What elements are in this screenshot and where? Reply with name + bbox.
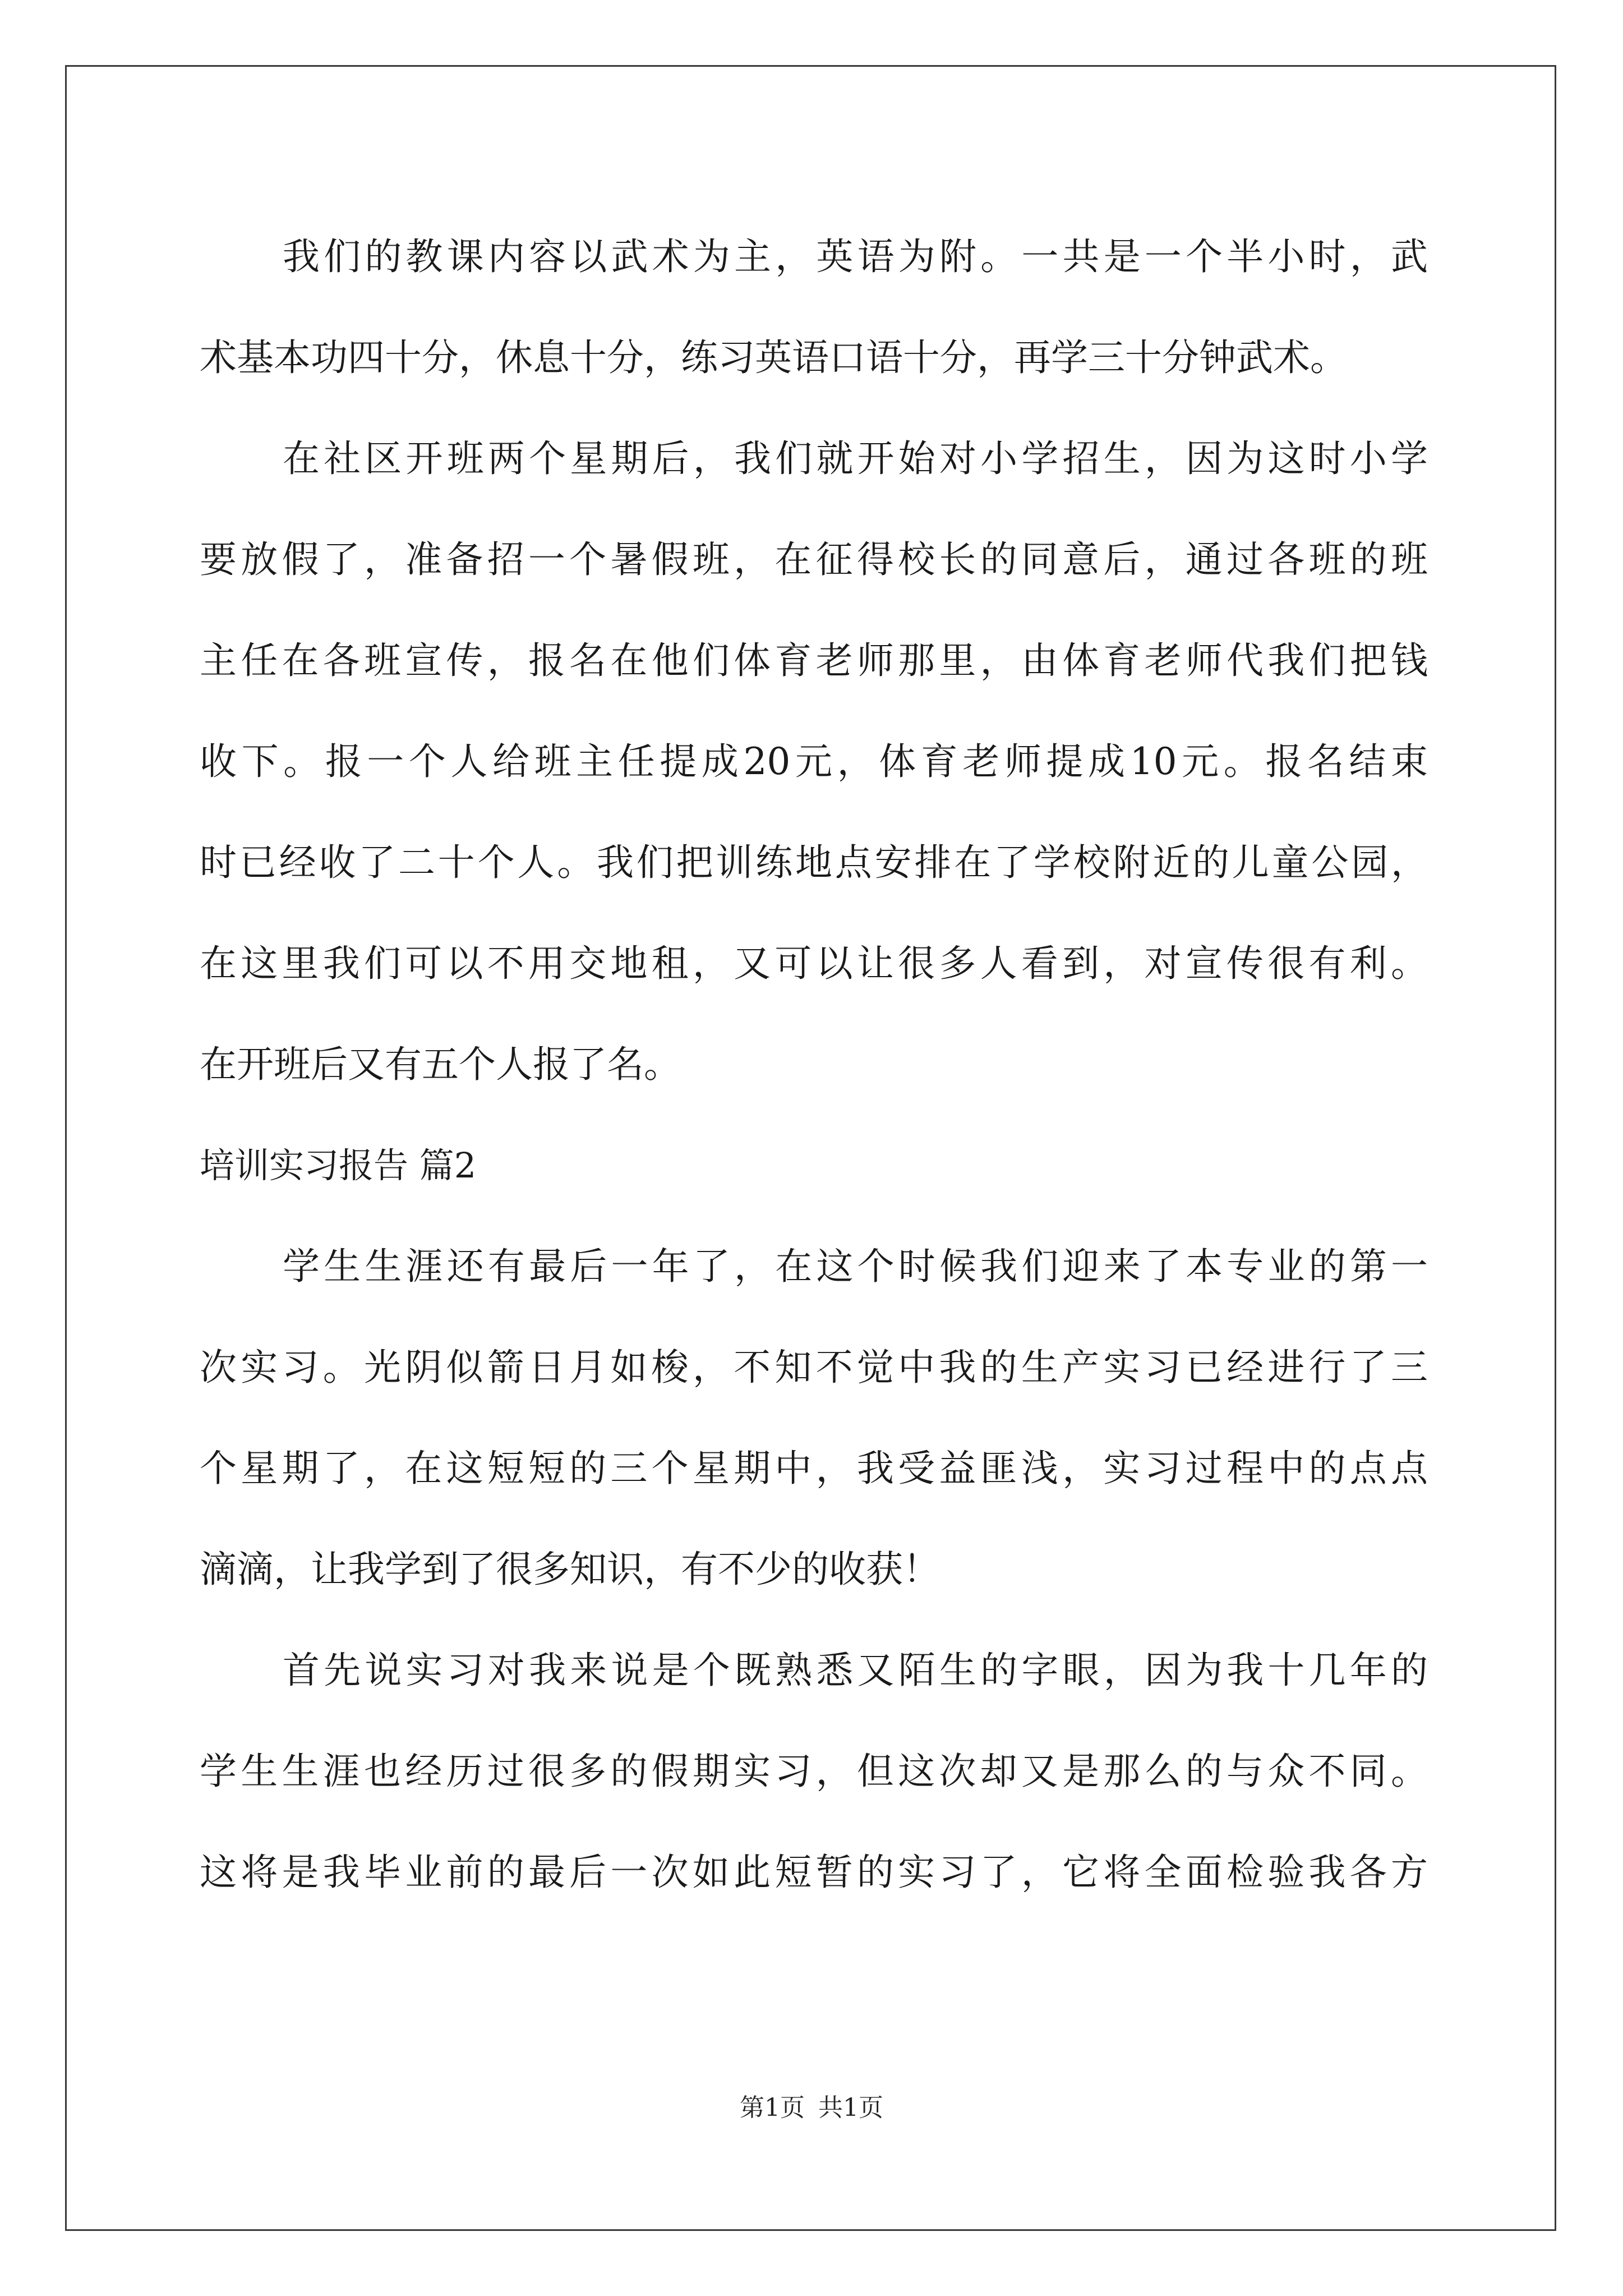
paragraph-line: 个星期了，在这短短的三个星期中，我受益匪浅，实习过程中的点点 (200, 1447, 1428, 1490)
paragraph-line: 时已经收了二十个人。我们把训练地点安排在了学校附近的儿童公园， (200, 841, 1428, 884)
paragraph-line: 滴滴，让我学到了很多知识，有不少的收获！ (200, 1548, 940, 1591)
page-footer (0, 2091, 1623, 2125)
paragraph-line: 次实习。光阴似箭日月如梭，不知不觉中我的生产实习已经进行了三 (200, 1346, 1428, 1389)
paragraph-line: 我们的教课内容以武术为主，英语为附。一共是一个半小时，武 (283, 235, 1428, 278)
paragraph-line: 要放假了，准备招一个暑假班，在征得校长的同意后，通过各班的班 (200, 538, 1428, 581)
paragraph-line: 在社区开班两个星期后，我们就开始对小学招生，因为这时小学 (283, 437, 1428, 480)
paragraph-line: 术基本功四十分，休息十分，练习英语口语十分，再学三十分钟武术。 (200, 336, 1347, 379)
paragraph-line: 学生生涯也经历过很多的假期实习，但这次却又是那么的与众不同。 (200, 1750, 1428, 1793)
paragraph-line: 收下。报一个人给班主任提成20元，体育老师提成10元。报名结束 (200, 740, 1428, 783)
section-heading: 培训实习报告 篇2 (200, 1145, 477, 1186)
paragraph-line: 在开班后又有五个人报了名。 (200, 1043, 681, 1086)
page-number-label: 第1页 共1页 (740, 2093, 883, 2122)
paragraph-line: 首先说实习对我来说是个既熟悉又陌生的字眼，因为我十几年的 (283, 1649, 1428, 1692)
paragraph-line: 主任在各班宣传，报名在他们体育老师那里，由体育老师代我们把钱 (200, 639, 1428, 682)
paragraph-line: 学生生涯还有最后一年了，在这个时候我们迎来了本专业的第一 (283, 1245, 1428, 1288)
paragraph-line: 在这里我们可以不用交地租，又可以让很多人看到，对宣传很有利。 (200, 942, 1428, 985)
paragraph-line: 这将是我毕业前的最后一次如此短暂的实习了，它将全面检验我各方 (200, 1851, 1428, 1894)
document-body (200, 206, 1428, 2058)
